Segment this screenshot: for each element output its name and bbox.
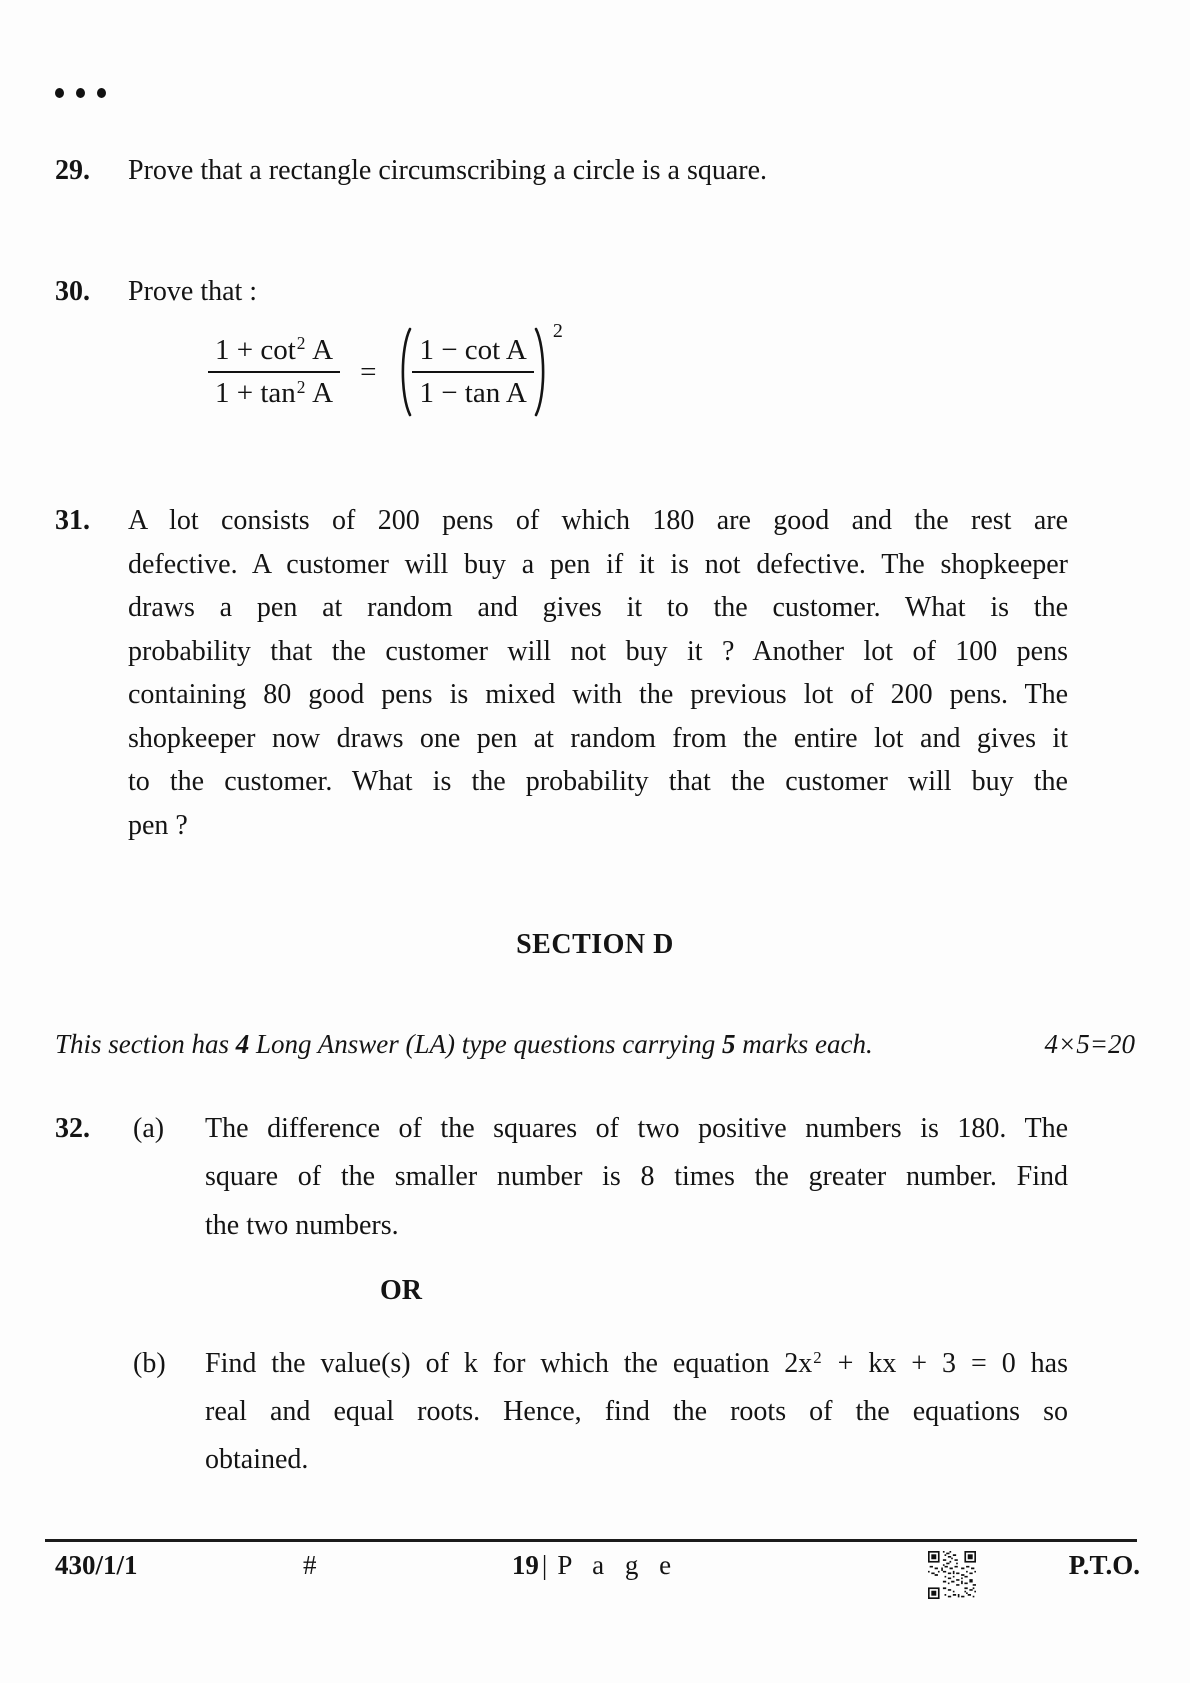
dot-icon <box>55 88 64 98</box>
question-32b-line1-post: + kx + 3 = 0 has <box>822 1348 1068 1379</box>
question-31-line: to the customer. What is the probability that the customer will buy the <box>128 766 1068 797</box>
question-31-line: draws a pen at random and gives it to the customer. What is the <box>128 592 1068 623</box>
question-32a-line: the two numbers. <box>205 1209 399 1241</box>
instruction-pre: This section has <box>55 1029 236 1059</box>
rhs-denominator: 1 − tan A <box>419 377 527 410</box>
question-32a-line: square of the smaller number is 8 times the greater number. Find <box>205 1161 1068 1193</box>
question-31-text <box>128 499 1068 847</box>
section-d-instruction <box>55 1029 1135 1060</box>
question-32b-text <box>205 1340 1068 1483</box>
lhs-den-tail: A <box>306 377 334 410</box>
equals-sign: = <box>360 355 377 388</box>
question-32-number: 32. <box>55 1113 90 1144</box>
marks-scheme: 4×5=20 <box>1044 1029 1135 1059</box>
page-word: P a g e <box>557 1550 679 1580</box>
instruction-count: 4 <box>235 1029 250 1059</box>
section-d-title: SECTION D <box>516 929 674 960</box>
question-29-number: 29. <box>55 155 90 186</box>
question-29-text: Prove that a rectangle circumscribing a circle is a square. <box>128 155 768 186</box>
instruction-mid: Long Answer (LA) type questions carrying <box>249 1029 722 1059</box>
question-31-line: A lot consists of 200 pens of which 180 are good and the rest are <box>128 505 1068 536</box>
lhs-denominator <box>208 375 340 412</box>
lhs-den-exponent: 2 <box>296 376 306 397</box>
or-separator: OR <box>380 1275 422 1306</box>
question-31-line: containing 80 good pens is mixed with the previous lot of 200 pens. The <box>128 679 1068 710</box>
lhs-num-base: 1 + cot <box>215 333 296 366</box>
page-separator: | <box>541 1550 548 1580</box>
fraction-bar <box>412 371 533 374</box>
question-31-line: defective. A customer will buy a pen if it is not defective. The shopkeeper <box>128 548 1068 580</box>
rhs-fraction <box>412 332 533 413</box>
question-32b-line1-pre: Find the value(s) of k for which the equation 2x <box>205 1348 813 1379</box>
pto-label: P.T.O. <box>1068 1550 1140 1580</box>
question-32a-line: The difference of the squares of two positive numbers is 180. The <box>205 1113 1068 1144</box>
continuation-dots-icon <box>55 88 106 98</box>
trig-identity-formula <box>208 320 563 418</box>
question-32b-line: obtained. <box>205 1443 309 1475</box>
question-31-line: pen ? <box>128 809 188 841</box>
lhs-num-exponent: 2 <box>296 333 306 354</box>
outer-exponent: 2 <box>552 320 563 342</box>
left-paren-icon <box>396 326 412 418</box>
dot-icon <box>97 88 106 98</box>
question-31-line: probability that the customer will not buy it ? Another lot of 100 pens <box>128 635 1068 667</box>
question-30-number: 30. <box>55 276 90 307</box>
lhs-den-base: 1 + tan <box>215 377 296 410</box>
lhs-fraction <box>208 332 340 413</box>
question-32b-line: real and equal roots. Hence, find the roots of the equations so <box>205 1395 1068 1427</box>
dot-icon <box>76 88 85 98</box>
question-32a-label: (a) <box>133 1113 165 1144</box>
question-32b-exponent: 2 <box>813 1347 822 1367</box>
instruction-marks-each: 5 <box>722 1029 736 1059</box>
fraction-bar <box>208 371 340 374</box>
instruction-post: marks each. <box>735 1029 873 1059</box>
right-paren-icon <box>534 326 550 418</box>
lhs-numerator <box>208 332 340 369</box>
question-32a-text <box>205 1105 1068 1250</box>
paper-code: 430/1/1 <box>55 1550 138 1580</box>
question-32b-line <box>205 1340 1068 1388</box>
qr-code <box>928 1551 976 1599</box>
hash-symbol: # <box>303 1550 317 1580</box>
page-number: 19 <box>511 1550 539 1580</box>
question-32b-label: (b) <box>133 1348 166 1379</box>
lhs-num-tail: A <box>306 333 334 366</box>
rhs-numerator: 1 − cot A <box>419 333 527 366</box>
question-30-text: Prove that : <box>128 276 258 307</box>
instruction-text <box>55 1029 873 1060</box>
footer-divider <box>45 1539 1137 1542</box>
page-indicator <box>0 1550 1190 1581</box>
question-31-line: shopkeeper now draws one pen at random from the entire lot and gives it <box>128 722 1068 754</box>
question-31-number: 31. <box>55 505 90 536</box>
